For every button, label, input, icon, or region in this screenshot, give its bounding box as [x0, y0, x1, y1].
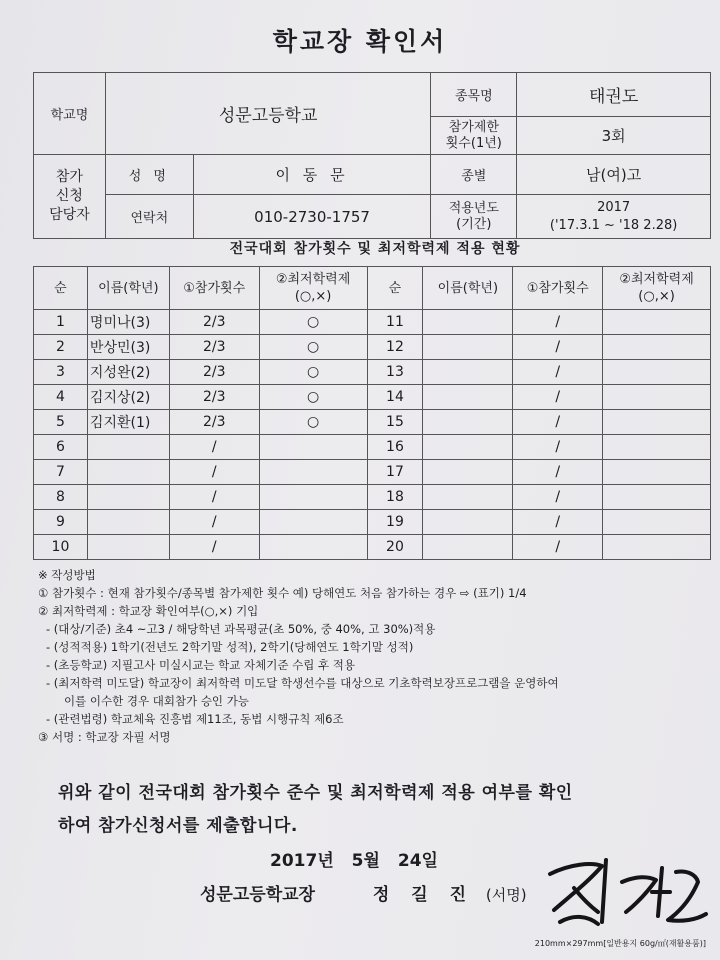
principal-title: 성문고등학교장	[200, 885, 315, 905]
row-no: 5	[34, 410, 88, 435]
year-text: 2017	[597, 199, 631, 215]
row-min: ○	[259, 360, 367, 385]
row-no: 8	[34, 485, 88, 510]
row-no: 19	[367, 510, 423, 535]
row-no: 20	[367, 535, 423, 560]
note-2d-line1: - (최저학력 미도달) 학교장이 최저학력 미도달 학생선수를 대상으로 기초학력보장프로그램을 운영하여	[46, 676, 559, 690]
paper-spec: 210mm×297mm[일반용지 60g/㎡(재활용품)]	[534, 939, 706, 948]
row-count: /	[169, 485, 259, 510]
row-count: /	[169, 535, 259, 560]
table-row	[34, 435, 711, 460]
note-2: ② 최저학력제 : 학교장 확인여부(○,×) 기입	[38, 604, 259, 618]
header-name-left: 이름(학년)	[87, 267, 169, 310]
status-table	[33, 266, 711, 560]
row-count: /	[513, 485, 603, 510]
row-no: 13	[367, 360, 423, 385]
limit-label	[431, 117, 517, 155]
row-count: /	[513, 510, 603, 535]
row-min	[603, 435, 711, 460]
row-count: 2/3	[169, 410, 259, 435]
row-name	[423, 485, 513, 510]
note-2d-line2: 이를 이수한 경우 대회참가 승인 가능	[64, 694, 249, 708]
header-count-right: ①참가횟수	[513, 267, 603, 310]
submission-date	[270, 846, 450, 871]
row-no: 11	[367, 310, 423, 335]
gender-label: 종별	[431, 155, 517, 195]
row-count: /	[513, 310, 603, 335]
row-name	[423, 335, 513, 360]
row-no: 18	[367, 485, 423, 510]
row-min	[259, 510, 367, 535]
name-value: 이 동 문	[193, 155, 431, 195]
row-no: 12	[367, 335, 423, 360]
row-count: /	[513, 385, 603, 410]
header-count-left: ①참가횟수	[169, 267, 259, 310]
row-no: 3	[34, 360, 88, 385]
row-min: ○	[259, 335, 367, 360]
row-count: /	[169, 510, 259, 535]
row-min	[603, 385, 711, 410]
school-label: 학교명	[34, 73, 106, 155]
row-min	[603, 485, 711, 510]
principal-line	[200, 880, 527, 905]
row-no: 15	[367, 410, 423, 435]
status-title: 전국대회 참가횟수 및 최저학력제 적용 현황	[229, 241, 521, 257]
notes-heading: ※ 작성방법	[38, 568, 96, 582]
row-name	[423, 535, 513, 560]
row-count: /	[513, 535, 603, 560]
row-name: 반상민(3)	[87, 335, 169, 360]
info-table	[33, 72, 711, 239]
row-name: 명미나(3)	[87, 310, 169, 335]
row-no: 14	[367, 385, 423, 410]
header-min-right	[603, 267, 711, 310]
row-name: 김지상(2)	[87, 385, 169, 410]
declaration-line2: 하여 참가신청서를 제출합니다.	[58, 816, 298, 836]
gender-value: 남(여)고	[517, 155, 711, 195]
note-3: ③ 서명 : 학교장 자필 서명	[38, 730, 171, 744]
limit-label-line1: 참가제한	[448, 119, 499, 135]
row-count: /	[169, 435, 259, 460]
row-min	[603, 410, 711, 435]
note-2a: - (대상/기준) 초4 ~고3 / 해당학년 과목평균(초 50%, 중 40%, 고 30%)적용	[46, 622, 436, 636]
row-min	[259, 485, 367, 510]
note-1: ① 참가횟수 : 현재 참가횟수/종목별 참가제한 횟수 예) 당해연도 처음 참가하는 경우 ⇨ (표기) 1/4	[38, 586, 527, 600]
row-name	[423, 310, 513, 335]
applicant-label-line1: 참가	[55, 169, 83, 185]
sport-value: 태권도	[517, 73, 711, 117]
declaration	[58, 777, 708, 843]
row-no: 10	[34, 535, 88, 560]
row-count: /	[513, 335, 603, 360]
date-year: 2017년	[270, 851, 334, 871]
header-min-line1: ②최저학력제	[275, 272, 351, 287]
seal-text: (서명)	[485, 886, 527, 904]
date-month: 5월	[351, 851, 380, 871]
row-name: 지성완(2)	[87, 360, 169, 385]
row-min	[603, 535, 711, 560]
signature-icon	[540, 852, 710, 932]
header-name-right: 이름(학년)	[423, 267, 513, 310]
row-name: 김지환(1)	[87, 410, 169, 435]
row-min	[603, 510, 711, 535]
table-row	[34, 510, 711, 535]
row-no: 4	[34, 385, 88, 410]
row-min: ○	[259, 310, 367, 335]
row-min	[259, 460, 367, 485]
row-count: 2/3	[169, 385, 259, 410]
date-day: 24일	[397, 851, 438, 871]
year-label-line2: (기간)	[456, 216, 492, 232]
year-label	[431, 195, 517, 239]
row-name	[423, 435, 513, 460]
row-name	[423, 410, 513, 435]
table-row	[34, 460, 711, 485]
row-name	[423, 385, 513, 410]
limit-label-line2: 횟수(1년)	[445, 135, 502, 151]
row-no: 7	[34, 460, 88, 485]
row-min	[603, 360, 711, 385]
principal-name: 정 길 진	[372, 885, 474, 905]
table-row	[34, 410, 711, 435]
table-row	[34, 385, 711, 410]
year-label-line1: 적용년도	[448, 200, 499, 216]
row-no: 9	[34, 510, 88, 535]
row-min	[259, 535, 367, 560]
row-min	[603, 310, 711, 335]
row-min: ○	[259, 385, 367, 410]
table-row	[34, 535, 711, 560]
applicant-label-line2: 신청	[55, 188, 83, 204]
row-count: /	[513, 410, 603, 435]
header-min-line1: ②최저학력제	[619, 272, 694, 287]
note-2e: - (관련법령) 학교체육 진흥법 제11조, 동법 시행규칙 제6조	[46, 712, 344, 726]
row-min	[603, 335, 711, 360]
header-min-left	[259, 267, 367, 310]
applicant-label	[34, 155, 106, 239]
header-min-line2: (○,×)	[638, 289, 675, 304]
row-count: 2/3	[169, 360, 259, 385]
row-min	[603, 460, 711, 485]
header-no-right: 순	[367, 267, 423, 310]
name-label: 성 명	[105, 155, 193, 195]
row-name	[423, 510, 513, 535]
row-no: 1	[34, 310, 88, 335]
row-no: 17	[367, 460, 423, 485]
period-text: ('17.3.1 ~ '18 2.28)	[549, 217, 678, 233]
row-min	[259, 435, 367, 460]
contact-label: 연락처	[105, 195, 193, 239]
school-name: 성문고등학교	[105, 73, 430, 155]
row-count: 2/3	[169, 310, 259, 335]
row-count: /	[513, 360, 603, 385]
row-name	[87, 510, 169, 535]
row-count: /	[169, 460, 259, 485]
row-name	[87, 485, 169, 510]
table-row	[34, 335, 711, 360]
applicant-label-line3: 담당자	[49, 207, 90, 223]
contact-value: 010-2730-1757	[193, 195, 431, 239]
row-count: /	[513, 460, 603, 485]
header-no-left: 순	[34, 267, 88, 310]
declaration-line1: 위와 같이 전국대회 참가횟수 준수 및 최저학력제 적용 여부를 확인	[58, 783, 573, 803]
row-name	[87, 535, 169, 560]
table-row	[34, 485, 711, 510]
document-title: 학교장 확인서	[272, 27, 448, 56]
note-2c: - (초등학교) 지필고사 미실시교는 학교 자체기준 수립 후 적용	[46, 658, 355, 672]
row-min: ○	[259, 410, 367, 435]
row-count: 2/3	[169, 335, 259, 360]
limit-value: 3회	[517, 117, 711, 155]
instructions	[38, 566, 718, 746]
row-name	[87, 460, 169, 485]
header-min-line2: (○,×)	[294, 289, 332, 304]
row-count: /	[513, 435, 603, 460]
sport-label: 종목명	[431, 73, 517, 117]
row-name	[423, 360, 513, 385]
row-no: 16	[367, 435, 423, 460]
note-2b: - (성적적용) 1학기(전년도 2학기말 성적), 2학기(당해연도 1학기말 성적)	[46, 640, 414, 654]
row-no: 6	[34, 435, 88, 460]
year-value	[517, 195, 711, 239]
row-name	[87, 435, 169, 460]
row-no: 2	[34, 335, 88, 360]
row-name	[423, 460, 513, 485]
table-row	[34, 310, 711, 335]
table-row	[34, 360, 711, 385]
